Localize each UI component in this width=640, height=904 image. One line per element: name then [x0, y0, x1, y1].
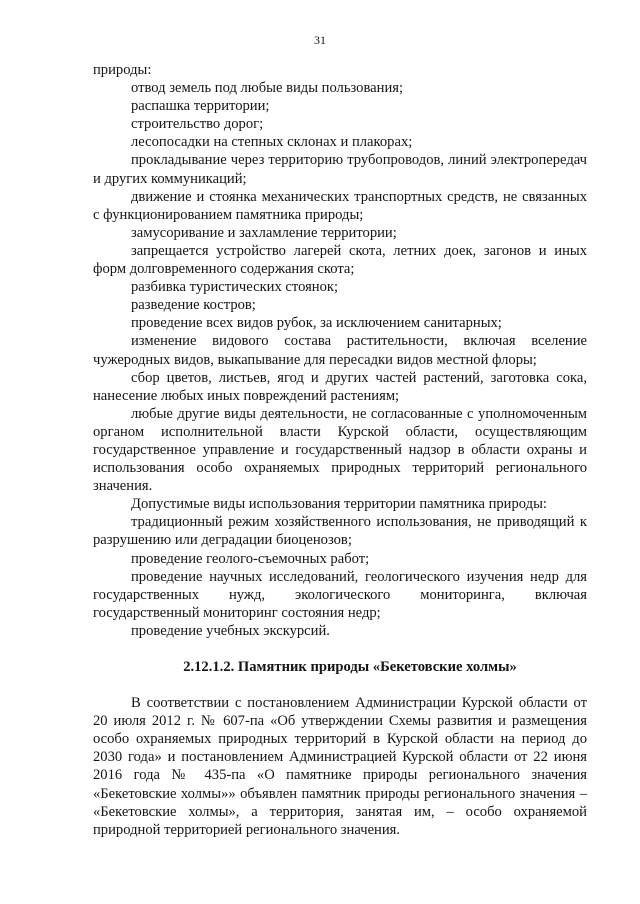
paragraph-item: лесопосадки на степных склонах и плакорах;: [131, 134, 413, 151]
section-paragraph: В соответствии с постановлением Администрации Курской области от 20 июля 2012 г. № 607-па «Об утверждении Схемы развития и размещения особо охраняемых природных территорий в Курской области на период до 2030 года» и постановлением Администрацией Курской области от 22 июня 2016 года № 435-па «О памятнике природы регионального значения «Бекетовские холмы»» объявлен памятник природы регионального значения – «Бекетовские холмы», а территория, занятая им, – особо охраняемой природной территорией регионального значения.: [93, 695, 587, 838]
paragraph-item: проведение всех видов рубок, за исключением санитарных;: [131, 315, 502, 332]
paragraph-item: изменение видового состава растительности, включая вселение чужеродных видов, выкапывание для пересадки видов местной флоры;: [93, 333, 587, 368]
paragraph-item: проведение учебных экскурсий.: [131, 622, 330, 639]
paragraph-item: проведение научных исследований, геологического изучения недр для государственных нужд, экологического мониторинга, включая государственный мониторинг состояния недр;: [93, 568, 587, 621]
paragraph-item: разбивка туристических стоянок;: [131, 279, 339, 296]
paragraph-item: строительство дорог;: [131, 116, 264, 133]
paragraph-item: проведение геолого-съемочных работ;: [131, 550, 370, 567]
paragraph-item: замусоривание и захламление территории;: [131, 224, 397, 241]
paragraph-item: прокладывание через территорию трубопроводов, линий электропередач и других коммуникаций;: [93, 152, 587, 187]
paragraph-item: распашка территории;: [131, 98, 270, 115]
paragraph-item: традиционный режим хозяйственного использования, не приводящий к разрушению или деградации биоценозов;: [93, 514, 587, 549]
paragraph-item: любые другие виды деятельности, не согласованные с уполномоченным органом исполнительной власти Курской области, осуществляющим государственное управление и государственный надзор в области охраны и использования особо охраняемых природных территорий регионального значения.: [93, 405, 587, 495]
document-body: [93, 61, 587, 839]
paragraph-item: движение и стоянка механических транспортных средств, не связанных с функционированием памятника природы;: [93, 188, 587, 223]
paragraph-item: разведение костров;: [131, 297, 256, 314]
paragraph-item: природы:: [93, 62, 152, 78]
paragraph-item: запрещается устройство лагерей скота, летних доек, загонов и иных форм долговременного содержания скота;: [93, 242, 587, 278]
section-heading: 2.12.1.2. Памятник природы «Бекетовские холмы»: [183, 659, 517, 675]
paragraph-item: отвод земель под любые виды пользования;: [131, 80, 404, 97]
page-number: 31: [314, 33, 326, 47]
paragraph-item: сбор цветов, листьев, ягод и других частей растений, заготовка сока, нанесение любых иных повреждений растениям;: [93, 369, 587, 404]
paragraph-item: Допустимые виды использования территории памятника природы:: [131, 496, 547, 513]
